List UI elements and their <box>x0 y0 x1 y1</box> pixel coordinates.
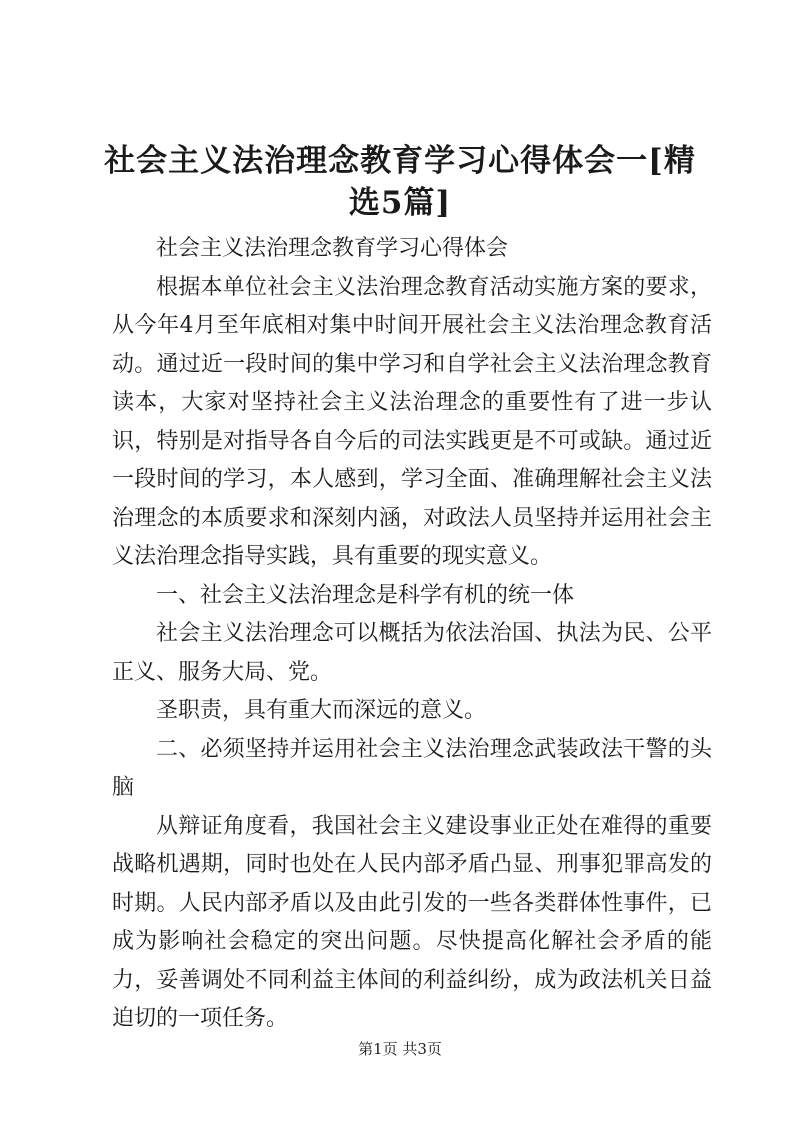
paragraph-section-1: 社会主义法治理念可以概括为依法治国、执法为民、公平正义、服务大局、党。 <box>112 621 712 685</box>
section-heading-1: 一、社会主义法治理念是科学有机的统一体 <box>156 582 575 608</box>
document-body <box>112 230 712 1039</box>
document-title: 社会主义法治理念教育学习心得体会一[精选5篇] <box>104 143 696 221</box>
paragraph-subtitle: 社会主义法治理念教育学习心得体会 <box>156 236 509 261</box>
paragraph-section-1-cont: 圣职责，具有重大而深远的意义。 <box>156 698 487 723</box>
paragraph-section-2: 从辩证角度看，我国社会主义建设事业正处在难得的重要战略机遇期，同时也处在人民内部矛盾凸显、刑事犯罪高发的时期。人民内部矛盾以及由此引发的一些各类群体性事件，已成为影响社会稳定的突出问题。尽快提高化解社会矛盾的能力，妥善调处不同利益主体间的利益纠纷，成为政法机关日益迫切的一项任务。 <box>112 813 712 1031</box>
paragraph-intro: 根据本单位社会主义法治理念教育活动实施方案的要求，从今年4月至年底相对集中时间开展社会主义法治理念教育活动。通过近一段时间的集中学习和自学社会主义法治理念教育读本，大家对坚持社会主义法治理念的重要性有了进一步认识，特别是对指导各自今后的司法实践更是不可或缺。通过近一段时间的学习，本人感到，学习全面、准确理解社会主义法治理念的本质要求和深刻内涵，对政法人员坚持并运用社会主义法治理念指导实践，具有重要的现实意义。 <box>112 274 712 569</box>
page-number-footer: 第1页 共3页 <box>358 1040 442 1058</box>
section-heading-2: 二、必须坚持并运用社会主义法治理念武装政法干警的头脑 <box>112 736 712 800</box>
